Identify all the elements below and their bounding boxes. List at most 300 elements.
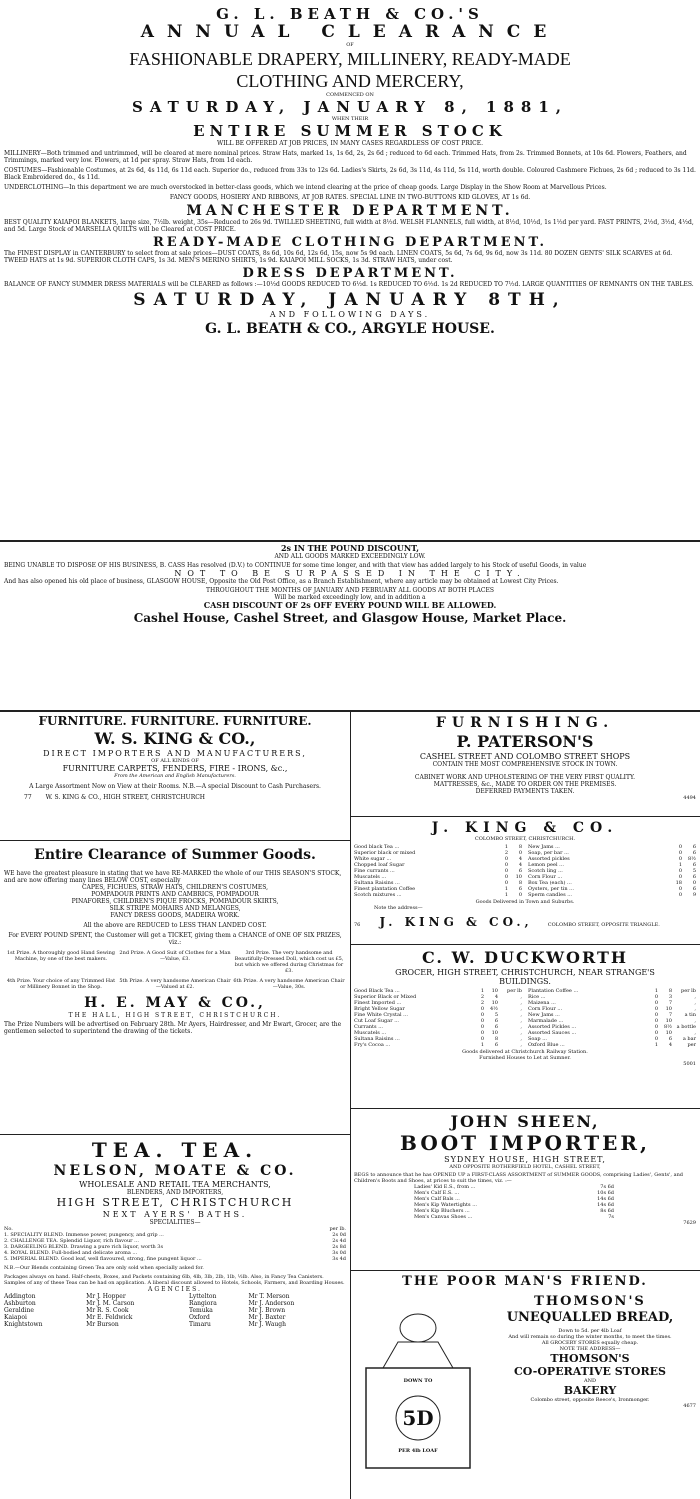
price-item-name: Sultana Raisins ...	[354, 880, 400, 886]
baker-head-shape	[400, 1314, 436, 1342]
price-pence: 6	[692, 844, 696, 850]
sheen-text: BEGS to announce that he has OPENED UP a FIRST-CLASS ASSORTMENT of SUMMER GOODS, comprising Ladies', Gents', and Children's Boots and Shoes, at prices to suit the times, viz. :—	[354, 1172, 684, 1184]
sign-down-text: DOWN TO	[403, 1378, 433, 1384]
thomson-note: NOTE THE ADDRESS—	[559, 1346, 621, 1352]
tea-item: 1. SPECIALITY BLEND. Immense power, pungency, and grip ... 2s 0d	[4, 1232, 346, 1238]
price-item-name: Scotch mixtures ...	[354, 892, 402, 898]
price-pence: 6	[494, 1042, 498, 1048]
price-shillings: 0	[480, 1012, 484, 1018]
king-ws-line1: DIRECT IMPORTERS AND MANUFACTURERS,	[43, 749, 307, 758]
price-shillings: 0	[504, 874, 508, 880]
beath-manchester-text: BEST QUALITY KAIAPOI BLANKETS, large size, 7½lb. weight, 35s—Reduced to 26s 9d. TWILLED SHEETING, full width at 8½d. WELSH FLANNELS, full width, at 8½d, 10½d, 1s 1½d per yard. FAST PRINTS, 2½d, 3½d, 4½d, and 5d. Large Stock of MARSELLA QUILTS will be Cleared at COST PRICE.	[4, 219, 694, 233]
king-ws-num: 77	[24, 794, 32, 801]
thomson-advert	[354, 1274, 696, 1494]
price-pence: 6	[518, 868, 522, 874]
price-item-name: Sultana Raisins ...	[354, 1036, 400, 1042]
baker-sign-illustration	[358, 1298, 478, 1488]
price-unit: ,	[520, 1030, 522, 1036]
beath-line2: CLOTHING AND MERCERY,	[236, 71, 464, 91]
baker-body-shape	[383, 1342, 453, 1368]
paterson-num: 4494	[683, 795, 696, 801]
paterson-name: P. PATERSON'S	[456, 732, 594, 751]
may-prizes-row2	[4, 978, 346, 990]
price-item-name: New Jams ...	[528, 1012, 560, 1018]
sheen-items	[414, 1184, 614, 1220]
tea-no: No.	[4, 1226, 13, 1232]
duckworth-sub1: GROCER, HIGH STREET, CHRISTCHURCH, NEAR STRANGE'S	[395, 968, 655, 977]
divider-right-1	[350, 816, 700, 817]
price-pence: 5	[692, 868, 696, 874]
price-pence: 6	[692, 874, 696, 880]
jking-sub: COLOMBO STREET, CHRISTCHURCH.	[474, 836, 576, 842]
tea-line3: HIGH STREET, CHRISTCHURCH	[56, 1196, 294, 1209]
sheen-num: 7629	[683, 1220, 696, 1226]
duckworth-lists	[354, 988, 696, 1048]
price-shillings: 0	[654, 1024, 658, 1030]
king-ws-assort: A Large Assortment Now on View at their Rooms. N.B.—A special Discount to Cash Purchasers.	[29, 783, 321, 790]
may-note: The Prize Numbers will be advertised on February 28th. Mr Ayers, Hairdresser, and Mr Ewart, Grocer, are the gentlemen selected to superintend the drawing of the tickets.	[4, 1021, 342, 1035]
price-shillings: 0	[678, 868, 682, 874]
price-item-name: Finest Imported ...	[354, 1000, 402, 1006]
price-pence: 8	[668, 988, 672, 994]
price-item-name: Soap, per bar ...	[528, 850, 569, 856]
thomson-address: Colombo street, opposite Reece's, Ironmonger.	[530, 1397, 650, 1403]
price-shillings: 1	[504, 892, 508, 898]
price-pence: 10	[491, 1030, 498, 1036]
price-item-name: New Jams ...	[528, 844, 560, 850]
price-item-name: Muscatels ...	[354, 874, 387, 880]
beath-header: G. L. BEATH & CO.'S	[216, 5, 484, 23]
price-pence: 8	[518, 844, 522, 850]
price-shillings: 1	[504, 886, 508, 892]
paterson-advert	[354, 714, 696, 801]
price-pence: 8	[518, 880, 522, 886]
price-item-name: Bright Yellow Sugar	[354, 1006, 405, 1012]
jking-address2: COLOMBO STREET, OPPOSITE TRIANGLE.	[547, 922, 660, 928]
may-text: WE have the greatest pleasure in stating that we have RE-MARKED the whole of our THIS SEASON'S STOCK, and are now offering many lines BELOW COST, especially	[4, 870, 342, 884]
tea-nb: N.B.—Our Blends containing Green Tea are only sold when specially asked for.	[4, 1265, 204, 1271]
paterson-line4: MATTRESSES, &c., MADE TO ORDER ON THE PREMISES.	[433, 781, 617, 788]
sign-loaf-text: PER 4lb LOAF	[398, 1448, 438, 1454]
price-item-name: Assorted pickles	[528, 856, 570, 862]
price-shillings: 1	[654, 1042, 658, 1048]
may-prize-5: 5th Prize. A very handsome American Chair—Valued at £2.	[119, 978, 231, 990]
price-unit: per lb	[507, 988, 522, 994]
price-item-name: Marmalade ...	[528, 1018, 564, 1024]
price-item-name: Corn Flour ...	[528, 874, 563, 880]
price-shillings: 0	[678, 850, 682, 856]
price-pence: 8½	[663, 1024, 672, 1030]
price-shillings: 0	[678, 886, 682, 892]
price-pence: 10	[665, 1030, 672, 1036]
thomson-coop: CO-OPERATIVE STORES	[514, 1365, 666, 1378]
agent-row: Knightstown Mr Burson Timaru Mr J. Waugh	[4, 1321, 286, 1328]
price-shillings: 2	[504, 850, 508, 856]
paterson-line1: CASHEL STREET AND COLOMBO STREET SHOPS	[419, 752, 631, 761]
may-name: H. E. MAY & CO.,	[84, 995, 266, 1011]
price-item-name: Good black Tea ...	[354, 844, 400, 850]
price-shillings: 0	[480, 1024, 484, 1030]
tea-packages: Packages always on hand. Half-chests, Boxes, and Packets containing 6lb, 4lb, 3lb, 2lb, 1lb, ½lb. Also, in Fancy Tea Canisters. Samples of any of these Teas can be had on application. A liberal discount allowed to Hotels, Schools, Farmers, and Boarding Houses.	[4, 1274, 345, 1286]
beath-commenced: COMMENCED ON	[326, 92, 374, 98]
jking-list-left	[354, 844, 522, 898]
price-pence: 6	[692, 862, 696, 868]
jking-num: 76	[354, 922, 361, 928]
price-unit: a tin	[684, 1012, 696, 1018]
tea-spec: SPECIALITIES—	[149, 1219, 201, 1226]
price-pence: 4	[668, 1042, 672, 1048]
price-unit: per lb	[681, 988, 696, 994]
price-shillings: 0	[504, 880, 508, 886]
divider-right-4	[350, 1270, 700, 1271]
thomson-sign	[358, 1298, 478, 1488]
beath-date: SATURDAY, JANUARY 8, 1881,	[132, 98, 568, 116]
price-item-name: Cut Loaf Sugar ...	[354, 1018, 399, 1024]
sheen-title: BOOT IMPORTER,	[400, 1131, 650, 1155]
may-address: THE HALL, HIGH STREET, CHRISTCHURCH.	[68, 1012, 282, 1019]
tea-name: NELSON, MOATE & CO.	[53, 1163, 297, 1179]
price-pence: 0	[518, 850, 522, 856]
sheen-item: Men's Kip Bluchers ... 8s 6d	[414, 1208, 614, 1214]
divider-right-3	[350, 1108, 700, 1109]
beath-line1: FASHIONABLE DRAPERY, MILLINERY, READY-MADE	[129, 49, 571, 69]
price-shillings: 1	[654, 988, 658, 994]
may-prize-3: 3rd Prize. The very handsome and Beautifully-Dressed Doll, which cost us £5, but which we offered during Christmas for £3.	[234, 950, 344, 974]
tea-line4: NEXT AYERS' BATHS.	[102, 1210, 248, 1219]
tea-item: 5. IMPERIAL BLEND. Good leaf, well flavoured, strong, fine pungent liquor ... 3s 4d	[4, 1256, 346, 1262]
tea-item: 2. CHALLENGE TEA. Splendid Liquor, rich flavour ... 2s 4d	[4, 1238, 346, 1244]
column-rule	[350, 710, 351, 1499]
price-pence: 4	[518, 862, 522, 868]
price-item-name: Plantation Coffee ...	[528, 988, 579, 994]
price-unit: ,	[694, 1030, 696, 1036]
price-pence: 0	[518, 892, 522, 898]
price-pence: 7	[668, 1000, 672, 1006]
sheen-sub2: AND OPPOSITE ROTHERFIELD HOTEL, CASHEL STREET,	[449, 1164, 601, 1170]
sheen-item: Men's Canvas Shoes ... 7s	[414, 1214, 614, 1220]
sheen-advert	[354, 1112, 696, 1226]
price-unit: a bottle	[676, 1024, 696, 1030]
king-ws-of: OF ALL KINDS OF	[151, 758, 199, 764]
price-item-name: Fine currants ...	[354, 868, 395, 874]
may-items1: CAPES, FICHUES, STRAW HATS, CHILDREN'S COSTUMES,	[81, 884, 269, 891]
price-pence: 10	[491, 988, 498, 994]
price-shillings: 0	[654, 1000, 658, 1006]
may-title: Entire Clearance of Summer Goods.	[34, 847, 316, 863]
duckworth-list-left	[354, 988, 522, 1048]
price-unit: ,	[694, 1000, 696, 1006]
price-row	[354, 892, 522, 898]
may-ticket: For EVERY POUND SPENT, the Customer will get a TICKET, giving them a CHANCE of ONE OF SIX PRIZES, viz.:	[8, 932, 342, 946]
price-shillings: 1	[480, 988, 484, 994]
price-pence: 6	[494, 1018, 498, 1024]
price-pence: 8	[494, 1036, 498, 1042]
price-shillings: 0	[654, 1012, 658, 1018]
price-item-name: Muscatels ...	[354, 1030, 387, 1036]
thomson-name2: THOMSON'S	[550, 1352, 630, 1365]
price-unit: ,	[520, 1012, 522, 1018]
price-shillings: 0	[654, 1006, 658, 1012]
cass-not: NOT TO BE SURPASSED IN THE CITY.	[174, 569, 526, 578]
beath-annual: ANNUAL CLEARANCE	[140, 22, 560, 42]
price-shillings: 1	[678, 862, 682, 868]
tea-line1: WHOLESALE AND RETAIL TEA MERCHANTS,	[79, 1180, 271, 1189]
thomson-bread: UNEQUALLED BREAD,	[506, 1310, 674, 1325]
king-ws-name: W. S. KING & CO.,	[94, 729, 256, 748]
price-pence: 3	[668, 994, 672, 1000]
king-ws-top: FURNITURE. FURNITURE. FURNITURE.	[38, 714, 312, 728]
king-ws-address: W. S. KING & CO., HIGH STREET, CHRISTCHURCH	[45, 794, 206, 801]
may-items5: FANCY DRESS GOODS, MADEIRA WORK.	[110, 912, 240, 919]
cass-months: THROUGHOUT THE MONTHS OF JANUARY AND FEBRUARY ALL GOODS AT BOTH PLACES	[206, 587, 494, 594]
price-shillings: 2	[480, 994, 484, 1000]
price-pence: 10	[491, 1000, 498, 1006]
thomson-name: THOMSON'S	[534, 1294, 646, 1309]
price-pence: 6	[692, 850, 696, 856]
agent-row: Geraldine Mr R. S. Cook Temuka Mr J. Brown	[4, 1307, 286, 1314]
king-ws-address-row	[4, 794, 346, 801]
sheen-item: Ladies' Kid E.S., from ... 7s 6d	[414, 1184, 614, 1190]
beath-fancy: FANCY GOODS, HOSIERY AND RIBBONS, AT JOB RATES. SPECIAL LINE IN TWO-BUTTONS KID GLOVES, AT 1s 6d.	[169, 194, 531, 201]
beath-dress: DRESS DEPARTMENT.	[242, 266, 458, 281]
price-shillings: 0	[504, 856, 508, 862]
sheen-item: Men's Kip Watertights ... 14s 6d	[414, 1202, 614, 1208]
price-pence: 9	[692, 892, 696, 898]
price-item-name: Good Black Tea ...	[354, 988, 400, 994]
beath-readymade: READY-MADE CLOTHING DEPARTMENT.	[152, 235, 548, 250]
price-unit: ,	[520, 1024, 522, 1030]
jking-lists	[354, 844, 696, 898]
agent-row: Kaiapoi Mr E. Feldwick Oxford Mr J. Baxter	[4, 1314, 286, 1321]
price-item-name: Oxford Blue ...	[528, 1042, 565, 1048]
price-shillings: 0	[480, 1036, 484, 1042]
sheen-name: JOHN SHEEN,	[450, 1112, 600, 1131]
price-shillings: 0	[480, 1030, 484, 1036]
price-pence: 8½	[687, 856, 696, 862]
beath-underclothing: UNDERCLOTHING—In this department we are much overstocked in better-class goods, which we intend clearing at the price of cheap goods. Large Display in the Show Room at Marvellous Prices.	[4, 184, 607, 191]
tea-line2: BLENDERS, AND IMPORTERS,	[126, 1189, 224, 1196]
thomson-grocery: All GROCERY STORES equally cheap.	[541, 1340, 639, 1346]
divider-right-2	[350, 944, 700, 945]
price-item-name: Assorted Sauces ...	[528, 1030, 577, 1036]
price-pence: 6	[494, 1024, 498, 1030]
duckworth-sub2: BUILDINGS.	[499, 977, 551, 986]
cass-text1: BEING UNABLE TO DISPOSE OF HIS BUSINESS, B. CASS Has resolved (D.V.) to CONTINUE for some time longer, and with that view has added largely to his Stock of useful Goods, in value	[4, 562, 587, 569]
jking-advert	[354, 820, 696, 930]
price-item-name: Currants ...	[354, 1024, 383, 1030]
price-unit: ,	[520, 1018, 522, 1024]
divider-1	[0, 540, 700, 542]
may-items2: POMPADOUR PRINTS AND CAMBRICS, POMPADOUR	[91, 891, 259, 898]
thomson-text	[484, 1294, 696, 1409]
price-pence: 6	[518, 886, 522, 892]
duckworth-advert	[354, 948, 696, 1067]
duckworth-num: 5001	[683, 1061, 696, 1067]
price-item-name: Superior Black or Mixed	[354, 994, 417, 1000]
beath-offered: WILL BE OFFERED AT JOB PRICES, IN MANY CASES REGARDLESS OF COST PRICE.	[216, 140, 484, 147]
price-unit: ,	[520, 1000, 522, 1006]
price-shillings: 0	[654, 1036, 658, 1042]
beath-of: OF	[346, 42, 354, 48]
price-pence: 5	[494, 1012, 498, 1018]
price-shillings: 0	[678, 856, 682, 862]
may-prize-1: 1st Prize. A thoroughly good Hand Sewing Machine, by one of the best makers.	[6, 950, 115, 962]
price-shillings: 0	[480, 1018, 484, 1024]
price-pence: 10	[665, 1018, 672, 1024]
price-unit: ,	[694, 994, 696, 1000]
beath-millinery: MILLINERY—Both trimmed and untrimmed, will be cleared at mere nominal prices. Straw Hats, marked 1s, 1s 6d, 2s, 2s 6d ; reduced to 6d each. Trimmed Hats, from 2s. Trimmed Bonnets, at 10s 6d. Flowers, Feathers, and Trimmings, marked very low. Flowers, at 1d per spray. Straw Hats, from 1d each.	[4, 150, 687, 164]
price-item-name: Fry's Cocoa ...	[354, 1042, 391, 1048]
price-row	[528, 892, 696, 898]
paterson-top: FURNISHING.	[435, 715, 615, 731]
sheen-sub1: SYDNEY HOUSE, HIGH STREET,	[444, 1155, 606, 1164]
agent-row: Addington Mr J. Hopper Lyttelton Mr T. Merson	[4, 1293, 290, 1300]
jking-list-right	[528, 844, 696, 898]
tea-items	[4, 1232, 346, 1262]
price-item-name: Finest plantation Coffee	[354, 886, 416, 892]
price-row	[354, 1042, 522, 1048]
may-items3: PINAFORES, CHILDREN'S PIQUE FROCKS, POMPADOUR SKIRTS,	[71, 898, 279, 905]
price-pence: 6	[668, 1036, 672, 1042]
price-pence: 0	[692, 880, 696, 886]
price-unit: per	[687, 1042, 696, 1048]
price-item-name: White sugar ...	[354, 856, 392, 862]
duckworth-delivered: Goods delivered at Christchurch Railway Station.	[462, 1049, 588, 1055]
may-prizes-row1	[4, 950, 346, 974]
price-shillings: 1	[504, 844, 508, 850]
jking-note: Note the address—	[374, 905, 423, 911]
cass-cash: CASH DISCOUNT OF 2s OFF EVERY POUND WILL BE ALLOWED.	[203, 600, 497, 610]
sheen-item: Men's Calf Bals ... 14s 6d	[414, 1196, 614, 1202]
beath-when: WHEN THEIR	[331, 116, 369, 122]
price-unit: ,	[520, 994, 522, 1000]
beath-dress-text: BALANCE OF FANCY SUMMER DRESS MATERIALS will be CLEARED as follows :—10½d GOODS REDUCED TO 6½d. 1s REDUCED TO 6½d. 1s 2d REDUCED TO 7½d. LARGE QUANTITIES OF REMNANTS ON THE TABLES.	[4, 281, 694, 288]
price-unit: ,	[520, 1036, 522, 1042]
thomson-num: 4677	[683, 1403, 696, 1409]
beath-manchester: MANCHESTER DEPARTMENT.	[186, 203, 514, 219]
duckworth-list-right	[528, 988, 696, 1048]
jking-delivered: Goods Delivered in Town and Suburbs.	[475, 899, 575, 905]
king-ws-advert	[4, 714, 346, 801]
price-pence: 7	[668, 1012, 672, 1018]
price-shillings: 0	[504, 862, 508, 868]
cass-text2: And has also opened his old place of business, GLASGOW HOUSE, Opposite the Old Post Office, as a Branch Establishment, where any article may be obtained at Lowest City Prices.	[4, 578, 559, 585]
paterson-line3: CABINET WORK AND UPHOLSTERING OF THE VERY FIRST QUALITY.	[414, 774, 636, 781]
price-pence: 10	[665, 1006, 672, 1012]
price-unit: ,	[694, 1006, 696, 1012]
beath-sat2: SATURDAY, JANUARY 8TH,	[133, 290, 567, 310]
price-item-name: Superior black or mixed	[354, 850, 416, 856]
price-pence: 4	[518, 856, 522, 862]
may-advert	[4, 846, 346, 1035]
price-item-name: Maizena ...	[528, 1000, 556, 1006]
jking-name: J. KING & CO.	[431, 820, 619, 836]
duckworth-furnished: Furnished Houses to Let at Sumner.	[479, 1055, 571, 1061]
price-unit: a bar	[682, 1036, 696, 1042]
beath-costumes: COSTUMES—Fashionable Costumes, at 2s 6d, 4s 11d, 6s 11d each. Superior do., reduced from 33s to 12s 6d. Ladies's Skirts, 2s 6d, 3s 11d, 4s 11d, 5s 11d, worth double. Coloured Cashmere Fichues, 2s 6d ; reduced to 3s 11d. Black Embroidered do., 4s 11d.	[4, 167, 696, 181]
thomson-top: THE POOR MAN'S FRIEND.	[402, 1274, 648, 1289]
price-item-name: Fine White Crystal ...	[354, 1012, 408, 1018]
may-prize-2: 2nd Prize. A Good Suit of Clothes for a Man—Value, £3.	[119, 950, 231, 962]
price-item-name: Box Tea (each) ...	[528, 880, 572, 886]
tea-advert	[4, 1138, 346, 1328]
price-item-name: Rice ...	[528, 994, 546, 1000]
price-pence: 6	[692, 886, 696, 892]
price-row	[528, 1042, 696, 1048]
beath-readymade-text: The FINEST DISPLAY in CANTERBURY to select from at sale prices—DUST COATS, 8s 6d, 10s 6d, 12s 6d, 15s, now 5s 9d each. LINEN COATS, 5s 6d, 7s 6d, 9s 6d, now 3s 11d. 80 DOZEN GENTS' SILK SCARVES at 6d. TWEED HATS at 1s 9d. SUPERIOR CLOTH CAPS, 1s 3d. MEN'S MERINO SHIRTS, 1s 9d. KAIAPOI MILL SOCKS, 1s 3d. STRAW HATS, under cost.	[4, 250, 673, 264]
agent-row: Ashburton Mr J. M. Carson Rangiora Mr J. Anderson	[4, 1300, 295, 1307]
price-item-name: Scotch ling ...	[528, 868, 563, 874]
price-item-name: Corn Flour ...	[528, 1006, 563, 1012]
price-item-name: Soap ...	[528, 1036, 547, 1042]
price-shillings: 0	[654, 1030, 658, 1036]
beath-following: AND FOLLOWING DAYS.	[269, 310, 431, 319]
tea-agents-table	[4, 1293, 346, 1328]
sheen-item: Men's Calf E.S. ... 10s 6d	[414, 1190, 614, 1196]
price-shillings: 1	[480, 1042, 484, 1048]
cass-footer: Cashel House, Cashel Street, and Glasgow House, Market Place.	[133, 611, 567, 625]
price-unit: ,	[694, 1018, 696, 1024]
tea-item: 3. DARGEELING BLEND. Drawing a pure rich liquor, worth 3s 2s 8d	[4, 1244, 346, 1250]
price-unit: ,	[520, 1006, 522, 1012]
may-reduced: All the above are REDUCED to LESS THAN LANDED COST.	[83, 922, 267, 929]
king-ws-from: From the American and English Manufacturers.	[114, 773, 236, 779]
price-shillings: 0	[504, 868, 508, 874]
king-ws-line2: FURNITURE CARPETS, FENDERS, FIRE - IRONS, &c.,	[62, 764, 288, 773]
beath-footer: G. L. BEATH & CO., ARGYLE HOUSE.	[205, 321, 495, 337]
thomson-and: AND	[584, 1378, 596, 1384]
may-prize-6: 6th Prize. A very handsome American Chair—Value, 30s.	[233, 978, 345, 990]
may-items4: SILK STRIPE MOHAIRS AND MELANGES,	[109, 905, 241, 912]
sign-price-text: 5D	[402, 1406, 434, 1430]
price-shillings: 18	[675, 880, 682, 886]
price-item-name: Oysters, per tin ...	[528, 886, 574, 892]
duckworth-name: C. W. DUCKWORTH	[421, 948, 629, 967]
price-item-name: Sperm candles ...	[528, 892, 572, 898]
cass-will: Will be marked exceedingly low, and in addition a	[274, 594, 426, 601]
price-shillings: 0	[678, 844, 682, 850]
tea-perlb: per lb.	[329, 1226, 346, 1232]
cass-advert	[4, 544, 696, 626]
price-item-name: Lemon peel ...	[528, 862, 564, 868]
divider-left-2	[0, 1134, 350, 1135]
price-item-name: Assorted Pickles ...	[528, 1024, 577, 1030]
price-pence: 4	[494, 994, 498, 1000]
tea-item: 4. ROYAL BLEND. Full-bodied and delicate aroma ... 3s 0d	[4, 1250, 346, 1256]
thomson-down: Down to 5d. per 4lb Loaf	[558, 1328, 622, 1334]
price-shillings: 0	[654, 1018, 658, 1024]
beath-entire: ENTIRE SUMMER STOCK	[193, 122, 507, 140]
beath-advert	[4, 6, 696, 339]
price-item-name: Chopped loaf Sugar	[354, 862, 405, 868]
cass-discount: 2s IN THE POUND DISCOUNT,	[280, 543, 420, 553]
price-shillings: 0	[678, 874, 682, 880]
may-prize-4: 4th Prize. Your choice of any Trimmed Hat or Millinery Bonnet in the Shop.	[6, 978, 116, 990]
divider-left-1	[0, 840, 350, 841]
price-unit: ,	[520, 1042, 522, 1048]
jking-name2: J. KING & CO.,	[379, 915, 533, 929]
price-pence: 10	[515, 874, 522, 880]
price-pence: 4½	[489, 1006, 498, 1012]
thomson-remain: And will remain so during the winter months, to meet the times.	[508, 1334, 672, 1340]
tea-agencies: AGENCIES.	[148, 1286, 202, 1293]
price-shillings: 0	[654, 994, 658, 1000]
price-shillings: 0	[678, 892, 682, 898]
paterson-line5: DEFERRED PAYMENTS TAKEN.	[475, 788, 575, 795]
paterson-line2: CONTAIN THE MOST COMPREHENSIVE STOCK IN TOWN.	[432, 761, 618, 768]
cass-marked: AND ALL GOODS MARKED EXCEEDINGLY LOW.	[274, 553, 426, 560]
price-shillings: 0	[480, 1006, 484, 1012]
